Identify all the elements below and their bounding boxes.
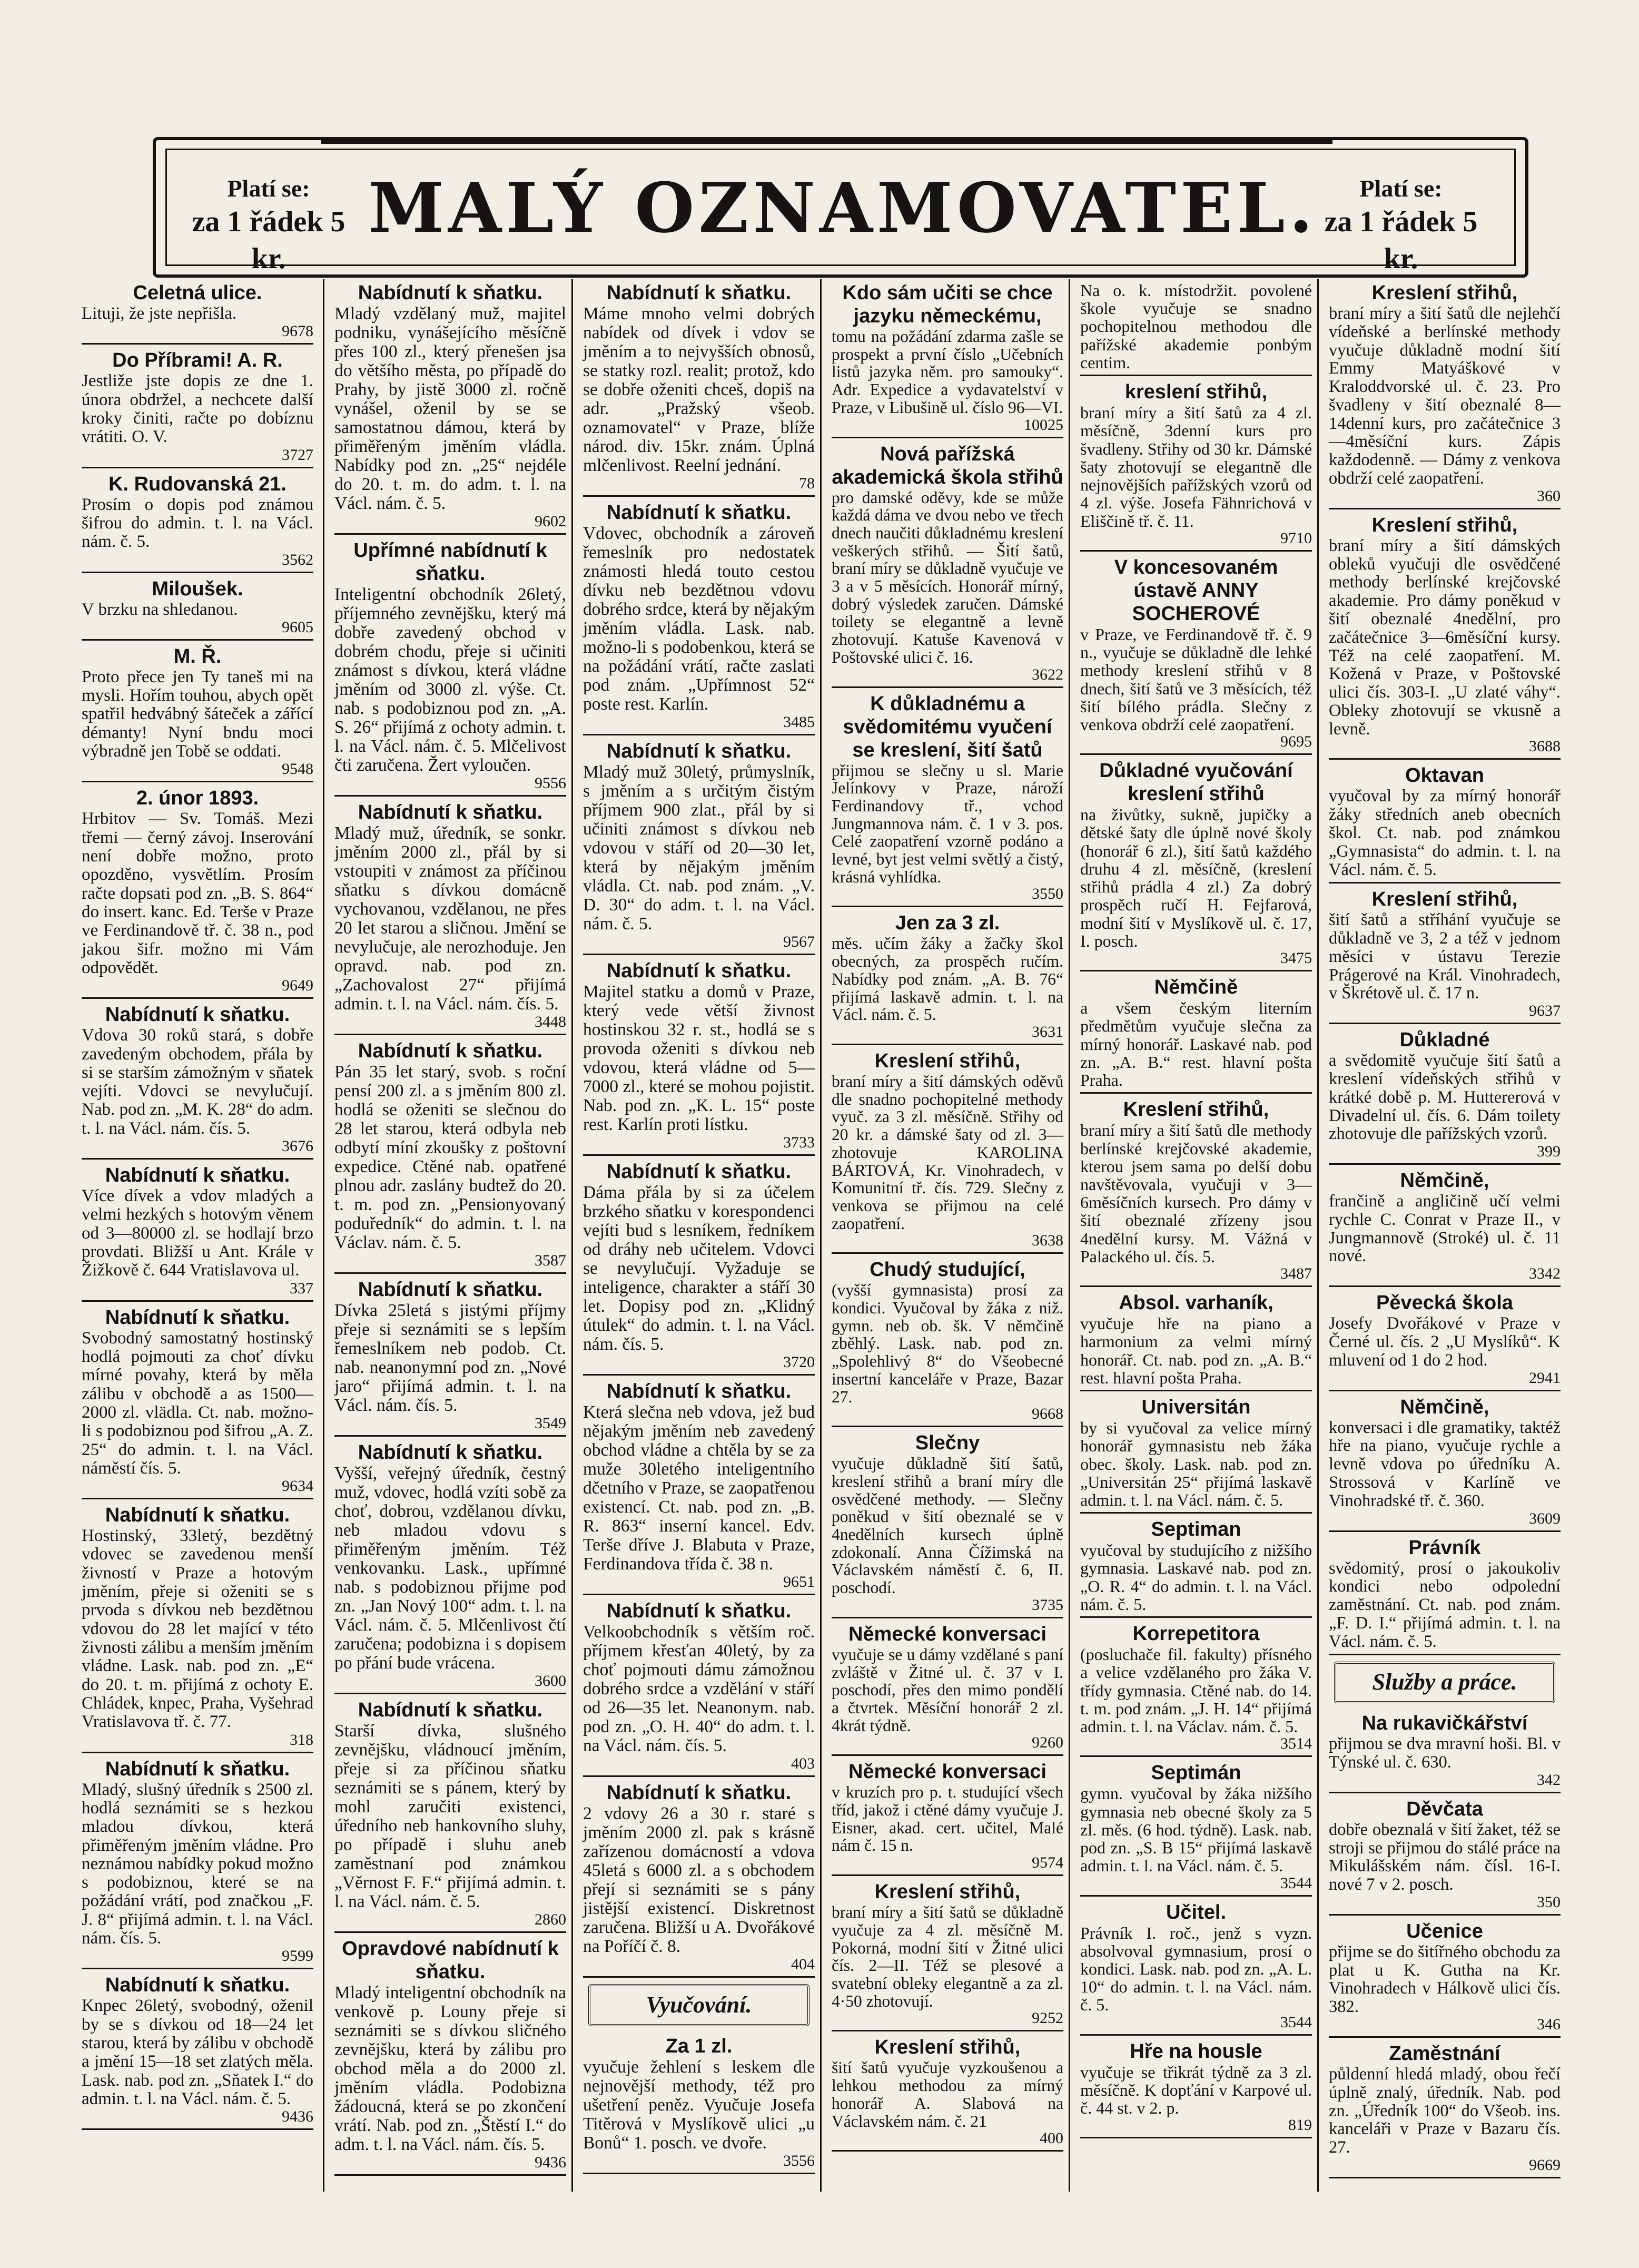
ad-heading: Důkladné [1399, 1029, 1490, 1052]
classified-ad [583, 1378, 815, 1595]
ad-number: 400 [1040, 2129, 1063, 2147]
ad-heading: Němčině, [1400, 1396, 1489, 1418]
ad-text: konversaci i dle gramatiky, taktéž hře na piano, vyučuje rychle a levně vdova po úředníku A. Strossová v Karlíně ve Vinohradské tř. č. 360. [1329, 1418, 1561, 1510]
ad-heading: Slečny [915, 1432, 980, 1455]
ad-text: Hostinský, 33letý, bezdětný vdovec se zavedenou menší živností v Praze a hotovým jměním, přeje si oženiti se s prvoda s dívkou neb bezdětnou vdovou do 28 let mající v této živnosti zálibu a menším jměním vládne. Lask. nab. pod zn. „E“ do 20. t. m. přijímá z ochoty E. Chládek, knpec, Praha, Vyšehrad Vratislavova tř. č. 77. [82, 1526, 313, 1732]
classified-ad [334, 1037, 566, 1274]
classified-ad [1080, 378, 1312, 552]
ad-number: 3622 [1032, 665, 1063, 683]
ad-text: Máme mnoho velmi dobrých nabídek od dívek i vdov se jměním a to nejvyšších obnosů, se statky rozl. realit; protož, kdo se dobře oženiti chceš, dopiš na adr. „Pražský všeob. oznamovatel“ v Praze, blíže národ. div. 15kr. znám. Úplná mlčenlivost. Reelní jednání. [583, 304, 815, 475]
ad-heading: Nabídnutí k sňatku. [606, 1161, 792, 1183]
column-4 [832, 279, 1063, 2154]
ad-heading: Pěvecká škola [1376, 1292, 1513, 1314]
classified-ad [82, 1162, 313, 1302]
classified-ad [82, 470, 313, 573]
ad-heading: M. Ř. [173, 645, 222, 667]
classified-ad [82, 575, 313, 641]
newspaper-page [47, 16, 1606, 2250]
classified-ad [583, 1597, 815, 1777]
classified-ad [1080, 974, 1312, 1094]
section-heading-box: Vyučování. [588, 1984, 809, 2026]
classified-ad [334, 1696, 566, 1933]
ad-text: přijme se do šitířného obchodu za plat u K. Gutha na Kr. Vinohradech v Hálkově ulici čís. 382. [1329, 1942, 1561, 2017]
classified-ad [832, 279, 1063, 438]
ad-heading: kreslení střihů, [1124, 381, 1268, 404]
ad-text: pro damské oděvy, kde se může každá dáma ve dvou nebo ve třech dnech naučiti důkladnému kreslení veškerých střihů. — Šití šatů, braní míry se důkladně vyučuje ve 3 a v 5 měsících. Honorář mírný, dobrý výsledek zaručen. Dámské toilety se elegantně a levně zhotovují. Katuše Kavenová v Poštovské ulici č. 16. [832, 488, 1063, 666]
ad-heading: Nabídnutí k sňatku. [105, 1004, 290, 1026]
ad-heading: Korrepetitora [1132, 1623, 1260, 1645]
ad-number: 3475 [1280, 949, 1312, 967]
ad-text: vyučuje žehlení s leskem dle nejnovější methody, též pro ušetření peněz. Vyučuje Josefa Titěrová v Myslíkově ulici „u Bonů“ 1. posch. ve dvoře. [583, 2057, 815, 2153]
classified-ad [832, 1758, 1063, 1876]
ad-number: 9668 [1032, 1405, 1063, 1423]
ad-number: 9678 [282, 322, 313, 340]
classified-ad [82, 1304, 313, 1500]
ad-heading: Nabídnutí k sňatku. [105, 1164, 290, 1187]
ad-number: 342 [1537, 1771, 1561, 1789]
ad-number: 3631 [1032, 1023, 1063, 1040]
ad-number: 9599 [282, 1947, 313, 1965]
ad-text: vyučuje důkladně šití šatů, kreslení střihů a braní míry dle osvědčené methody. — Slečny poněkud v šití obeznalé se v 4nedělních kursech úplně zdokonalí. Anna Čížimská na Václavském náměstí č. 6, II. poschodí. [832, 1454, 1063, 1597]
ad-number: 3485 [783, 713, 815, 731]
ad-number: 318 [290, 1731, 313, 1749]
ad-text: vyučuje hře na piano a harmonium za velmi mírný honorář. Ct. nab. pod zn. „A. B.“ rest. hlavní pošta Praha. [1080, 1314, 1312, 1387]
ad-number: 403 [791, 1755, 815, 1772]
ad-heading: Kreslení střihů, [1371, 282, 1518, 304]
ad-heading: Septiman [1151, 1518, 1241, 1541]
classified-ad [1329, 1918, 1561, 2038]
ad-number: 3549 [535, 1415, 566, 1432]
column-rule [1069, 279, 1070, 2192]
classified-ad [334, 1276, 566, 1437]
ad-heading: Nabídnutí k sňatku. [358, 1040, 543, 1062]
ad-number: 78 [799, 475, 815, 492]
ad-heading: Právník [1408, 1536, 1481, 1559]
ad-text: braní míry a šití šatů se důkladně vyučuje za 4 zl. měsíčně M. Pokorná, modní šití v Žitné ulici čís. 2—II. Též se plesové a svatební obleky elegantně a za zl. 4·50 zhotovují. [832, 1903, 1063, 2010]
ad-text: přijmou se slečny u sl. Marie Jelínkovy v Praze, nároží Ferdinandovy tř., vchod Jungmannova nám. č. 1 v 3. pos. Celé zaopatření vzorně podáno a levné, byt jest velmi světlý a čistý, krásná vyhlídka. [832, 761, 1063, 886]
ad-text: Jestliže jste dopis ze dne 1. února obdržel, a nechcete další kroky činiti, račte po dobíznu vrátiti. O. V. [82, 371, 313, 447]
ad-number: 9436 [535, 2154, 566, 2171]
ad-number: 3735 [1032, 1596, 1063, 1614]
classified-ad [1080, 1393, 1312, 1514]
ad-heading: Absol. varhaník, [1119, 1292, 1273, 1314]
ad-text: gymn. vyučoval by žáka nižšího gymnasia neb obecné školy za 5 zl. měs. (6 hod. týdně). Lask. nab. pod zn. „S. B 15“ přijímá laskavě admin. t. l. na Václ. nám. č. 5. [1080, 1784, 1312, 1876]
ad-number: 9260 [1032, 1734, 1063, 1752]
ad-heading: Němčině, [1400, 1170, 1489, 1192]
ad-number: 9252 [1032, 2009, 1063, 2027]
ad-text: Hrbitov — Sv. Tomáš. Mezi třemi — černý závoj. Inserování není dobře možno, proto opozděno, vysvětlím. Prosím račte dopsati pod zn. „B. S. 864“ do insert. kanc. Ed. Terše v Praze ve Ferdinandově tř. č. 38 n., pod jakou šifr. možno mi Vám odpovědět. [82, 809, 313, 977]
ad-heading: Nabídnutí k sňatku. [606, 1380, 792, 1402]
classified-ad [82, 1755, 313, 1970]
ad-number: 3733 [783, 1134, 815, 1151]
ad-text: tomu na požádání zdarma zašle se prospekt a první číslo „Učebních listů jazyka něm. pro samouky“. Adr. Expedice a vydavatelství v Praze, v Libušině ul. číslo 96—VI. [832, 327, 1063, 417]
ad-heading: Nabídnutí k sňatku. [606, 960, 792, 982]
ad-text: frančině a angličině učí velmi rychle C. Conrat v Praze II., v Jungmannově (Stroké) ul. č. 11 nové. [1329, 1192, 1561, 1266]
ad-number: 346 [1537, 2016, 1561, 2033]
header-right-line1: Platí se: [1359, 175, 1443, 202]
ad-heading: Nabídnutí k sňatku. [606, 1600, 792, 1622]
ad-text: Inteligentní obchodník 26letý, příjemného zevnějšku, který má dobře zavedený obchod v dobrém chodu, přeje si učiniti známost s dívkou, která vládne jměním od 3000 zl. výše. Ct. nab. s podobiznou pod zn. „A. S. 26“ přijímá z ochoty admin. t. l. na Václ. nám. č. 5. Mlčelivost čti zaručena. Žert vyloučen. [334, 585, 566, 775]
ad-number: 9710 [1280, 529, 1312, 547]
ad-heading: Děvčata [1406, 1798, 1483, 1820]
ad-text: Dáma přála by si za účelem brzkého sňatku v korespondenci vejíti bud s lesníkem, ředníkem od dráhy neb učitelem. Vdovci se nevylučují. Vyžaduje se inteligence, charakter a stáří 30 let. Dopisy pod zn. „Klidný útulek“ do admin. t. l. na Václ. nám. čís. 5. [583, 1183, 815, 1354]
ad-heading: Kreslení střihů, [1371, 888, 1518, 911]
ad-number: 9436 [282, 2108, 313, 2126]
ad-number: 9649 [282, 977, 313, 995]
classified-ad [334, 279, 566, 535]
ad-heading: Nabídnutí k sňatku. [105, 1306, 290, 1329]
ad-number: 3544 [1280, 1874, 1312, 1892]
ad-heading: Nabídnutí k sňatku. [606, 502, 792, 524]
classified-ad [1329, 1710, 1561, 1793]
ad-text: měs. učím žáky a žačky škol obecných, za prospěch ručím. Nabídky pod znám. „A. B. 76“ přijímá laskavě admin. t. l. na Václ. nám. č. 5. [832, 934, 1063, 1024]
classified-ad [832, 1621, 1063, 1756]
header-left-price [174, 174, 363, 277]
column-1 [82, 279, 313, 2132]
ad-heading: Septimán [1151, 1762, 1241, 1784]
classified-ad [832, 1256, 1063, 1427]
ad-text: Starší dívka, slušného zevnějšku, vládnoucí jměním, přeje si za příčinou sňatku seznámiti se s pánem, který by mohl zaručiti existenci, úředního neb hankovního sluhy, po případě i sluhu aneb zaměstnaní pod známkou „Věrnost F. F.“ přijímá admin. t. l. na Václ. nám. č. 5. [334, 1721, 566, 1911]
ad-number: 3448 [535, 1013, 566, 1030]
ad-heading: Opravdové nabídnutí k sňatku. [342, 1938, 559, 1983]
ad-heading: Nabídnutí k sňatku. [606, 1782, 792, 1804]
ad-number: 9548 [282, 760, 313, 778]
classified-ad [334, 1439, 566, 1694]
ad-text: V brzku na shledanou. [82, 600, 238, 619]
ad-number: 3720 [783, 1353, 815, 1371]
classified-ad [832, 2034, 1063, 2152]
ad-number: 10025 [1024, 416, 1063, 434]
ad-text: Proto přece jen Ty taneš mi na mysli. Hořím touhou, abych opět spatřil hedvábný šáteček a zářící démanty! Nyní bndu moci výbradně jen Tobě se oddati. [82, 667, 313, 761]
classified-ad [334, 799, 566, 1035]
classified-ad [832, 909, 1063, 1045]
ad-text: v Praze, ve Ferdinandově tř. č. 9 n., vyučuje se důkladně dle lehké methody kreslení střihů v 8 dnech, šití šatů ve 3 měsících, též šití bílého prádla. Slečny z venkova obdrží celé zaopatření. [1080, 624, 1312, 734]
classified-ad [1080, 1289, 1312, 1391]
classified-ad [583, 1779, 815, 1978]
column-6 [1329, 279, 1561, 2181]
classified-ad [1080, 1620, 1312, 1757]
ad-text: Pán 35 let starý, svob. s roční pensí 200 zl. a s jměním 800 zl. hodlá se oženiti se slečnou do 28 let starou, která odbyla neb odbytí míní zkoušky z poštovní expedice. Ctěné nab. opatřené plnou adr. zaslány budtež do 20. t. m. pod zn. „Pensionyovaný poduředník“ do admin. t. l. na Václav. nám. č. 5. [334, 1062, 566, 1252]
ad-text: Majitel statku a domů v Praze, který vede větší živnost hostinskou 32 r. st., hodlá se s provoda oženiti s dívkou neb vdovou, která vládne od 5—7000 zl., které se mohou pojistit. Nab. pod zn. „K. L. 15“ poste rest. Karlín proti lístku. [583, 982, 815, 1134]
classified-ad [1329, 512, 1561, 760]
ad-text: Mladý muž 30letý, průmyslník, s jměním a s určitým čistým příjmem 900 zlat., přál by si učiniti známost s dívkou neb vdovou v stáří od 20—30 let, která by nějakým jměním vládla. Ct. nab. pod znám. „V. D. 30“ do adm. t. l. na Václ. nám. č. 5. [583, 762, 815, 934]
classified-ad [583, 1158, 815, 1376]
ad-number: 3609 [1529, 1509, 1561, 1527]
classified-ad [1080, 2038, 1312, 2139]
ad-heading: Učitel. [1166, 1901, 1227, 1923]
ad-text: dobře obeznalá v šití žaket, též se stroji se přijmou do stálé práce na Mikulášském nám. čísl. 16-I. nové 7 v 2. posch. [1329, 1820, 1561, 1894]
ad-text: šití šatů vyučuje vyzkoušenou a lehkou methodou za mírný honorář A. Slabová na Václavském nám. č. 21 [832, 2058, 1063, 2130]
ad-text: (posluchače fil. fakulty) přísného a velice vzdělaného pro žáka V. třídy gymnasia. Ctěné nab. do 14. t. m. pod znám. „J. H. 14“ přijímá admin. t. l. na Václav. nám. č. 5. [1080, 1645, 1312, 1736]
section-heading-box: Služby a práce. [1334, 1662, 1555, 1703]
ad-text: šití šatů a stříhání vyučuje se důkladně ve 3, 2 a též v jednom měsíci v ústavu Terezie Prágerové na Král. Vinohradech, v Škrétově ul. č. 17 n. [1329, 910, 1561, 1003]
column-5 [1080, 279, 1312, 2141]
classified-ad [1080, 279, 1312, 376]
ad-number: 3600 [535, 1672, 566, 1690]
ad-number: 2941 [1529, 1369, 1561, 1387]
classified-ad [1329, 1534, 1561, 1656]
ad-number: 3342 [1529, 1265, 1561, 1283]
ad-text: a svědomitě vyučuje šití šatů a kreslení vídeňských střihů v krátké době p. M. Huttererová v Divadelní ul. čís. 6. Dám toilety zhotovuje dle pařížských vzorů. [1329, 1051, 1561, 1144]
ad-number: 9605 [282, 618, 313, 636]
ad-heading: Upřímné nabídnutí k sňatku. [353, 539, 547, 585]
classified-ad [82, 1001, 313, 1160]
classified-ad [82, 347, 313, 468]
classified-ad [1329, 2040, 1561, 2178]
ad-heading: Kreslení střihů, [874, 2036, 1021, 2059]
header-left-line2: za 1 řádek 5 kr. [192, 205, 345, 275]
header-left-line1: Platí se: [227, 175, 310, 202]
column-rule [1317, 279, 1319, 2192]
ad-heading: Nabídnutí k sňatku. [358, 282, 543, 304]
column-2 [334, 279, 566, 2178]
ad-number: 3688 [1529, 738, 1561, 755]
ad-heading: Kreslení střihů, [1123, 1098, 1269, 1121]
ad-heading: Německé konversaci [848, 1623, 1047, 1645]
ad-text: vyučuje se třikrát týdně za 3 zl. měsíčně. K dopťání v Karpové ul. č. 44 st. v 2. p. [1080, 2062, 1312, 2118]
masthead-title: MALÝ OZNAMOVATEL. [368, 168, 1317, 248]
ad-text: Lituji, že jste nepřišla. [82, 304, 237, 323]
ad-heading: Kreslení střihů, [1371, 514, 1518, 536]
ad-number: 9567 [783, 933, 815, 950]
ad-text: a všem českým literním předmětům vyučuje slečna za mírný honorář. Laskavé nab. pod zn. „A. B.“ rest. hlavní pošta Praha. [1080, 998, 1312, 1090]
classified-ad [1329, 1026, 1561, 1165]
classified-ad [583, 499, 815, 735]
ad-heading: Nabídnutí k sňatku. [105, 1974, 290, 1997]
classified-ad [334, 1935, 566, 2176]
ad-heading: Miloušek. [152, 577, 243, 600]
ad-text: Více dívek a vdov mladých a velmi hezkých s hotovým věnem od 3—80000 zl. se hodlají brzo provdati. Bližší u Ant. Krále v Žižkově č. 644 Vratislavova ul. [82, 1186, 313, 1280]
ad-text: vyučoval by za mírný honorář žáky středních aneb obecních škol. Ct. nab. pod známkou „Gymnasista“ do admin. t. l. na Václ. nám. č. 5. [1329, 787, 1561, 879]
ad-number: 9695 [1280, 733, 1312, 751]
ad-heading: Německé konversaci [848, 1761, 1047, 1783]
classified-ad [583, 957, 815, 1156]
ad-text: Vdovec, obchodník a zároveň řemeslník pro nedostatek známosti hledá touto cestou dívku neb bezdětnou vdovu dobrého srdce, která by nějakým jměním vládla. Lask. nab. možno-li s podobenkou, která se na požádání vrátí, račte zaslati pod znám. „Upřímnost 52“ poste rest. Karlín. [583, 524, 815, 714]
ad-heading: Nabídnutí k sňatku. [358, 1699, 543, 1721]
ad-heading: K. Rudovanská 21. [108, 473, 287, 495]
classified-ad [832, 1429, 1063, 1618]
ad-heading: 2. únor 1893. [136, 787, 259, 810]
ad-text: braní míry a šití šatů za 4 zl. měsíčně, 3denní kurs pro švadleny. Střihy od 30 kr. Dámské šaty zhotovují se elegantně dle nejnovějších pařížských vzorů od 4 zl. výše. Josefa Fähnrichová v Eliščině tř. č. 11. [1080, 403, 1312, 531]
ad-number: 3514 [1280, 1735, 1312, 1753]
classified-ad [82, 784, 313, 999]
classified-ad [82, 279, 313, 345]
ad-heading: Nová pařížská akademická škola střihů [832, 443, 1063, 488]
ad-number: 9637 [1529, 1002, 1561, 1020]
ad-text: vyučoval by studujícího z nižšího gymnasia. Laskavé nab. pod zn. „O. R. 4“ do admin. t. l. na Václ. nám. č. 5. [1080, 1540, 1312, 1614]
ad-heading: Chudý studující, [870, 1259, 1025, 1281]
ad-text: Vdova 30 roků stará, s dobře zavedeným obchodem, přála by si se starším zámožným v sňatek vejíti. Vdovci se nevylučují. Nab. pod zn. „M. K. 28“ do adm. t. l. na Václ. nám. čís. 5. [82, 1026, 313, 1138]
ad-text: přijmou se dva mravní hoši. Bl. v Týnské ul. č. 630. [1329, 1734, 1561, 1772]
ad-number: 3562 [282, 551, 313, 568]
ad-text: Právník I. roč., jenž s vyzn. absolvoval gymnasium, prosí o kondici. Lask. nab. pod zn. „A. L. 10“ do admin. t. l. na Václ. nám. č. 5. [1080, 1923, 1312, 2015]
header-right-line2: za 1 řádek 5 kr. [1324, 205, 1478, 275]
ad-text: (vyšší gymnasista) prosí za kondici. Vyučoval by žáka z niž. gymn. neb ob. šk. V němčině zběhlý. Lask. nab. pod zn. „Spolehlivý 8“ do Všeobecné insertní kanceláře v Praze, Bazar 27. [832, 1281, 1063, 1406]
classified-ad [832, 1047, 1063, 1254]
ad-heading: Na rukavičkářství [1361, 1712, 1528, 1735]
column-rule [571, 279, 573, 2192]
ad-text: Mladý inteligentní obchodník na venkově p. Louny přeje si seznámiti se s dívkou sličného zevnějšku, která by zálibu pro obchod měla a do 2000 zl. jměním vládla. Podobizna žádoucná, která se po zkončení vrátí. Nab. pod zn. „Štěstí I.“ do adm. t. l. na Václ. nám. čís. 5. [334, 1983, 566, 2154]
ad-number: 350 [1537, 1893, 1561, 1911]
ad-number: 404 [791, 1956, 815, 1973]
ad-text: v kruzích pro p. t. studující všech tříd, jakož i ctěné dámy vyučuje J. Eisner, akad. cert. učitel, Malé nám č. 15 n. [832, 1783, 1063, 1855]
classified-ad [82, 1501, 313, 1753]
ad-number: 3544 [1280, 2013, 1312, 2031]
ad-heading: K důkladnému a svědomitému vyučení se kreslení, šití šatů [843, 692, 1052, 761]
ad-heading: Za 1 zl. [665, 2035, 733, 2057]
ad-text: na živůtky, sukně, jupičky a dětské šaty dle úplně nové školy (honorář 6 zl.), šití šatů každého druhu 4 zl. měsíčně, (kreslení střihů prádla 4 zl.) Za dobrý prospěch ručí H. Fejfarová, modní šití v Myslíkově ul. č. 17, I. posch. [1080, 805, 1312, 950]
ad-text: Na o. k. místodržit. povolené škole vyučuje se snadno pochopitelnou methodou dle pařížské akademie ponbým centim. [1080, 281, 1312, 372]
classified-ad [1080, 1759, 1312, 1896]
ad-heading: Nabídnutí k sňatku. [358, 1279, 543, 1301]
ad-text: Která slečna neb vdova, jež bud nějakým jměním neb zavedený obchod vládne a chtěla by se za muže 30letého inteligentního dčetního v Praze, se zaopatřenou existencí. Ct. nab. pod zn. „B. R. 863“ inserní kancel. Edv. Terše dříve J. Blabuta v Praze, Ferdinandova třída č. 38 n. [583, 1402, 815, 1574]
ad-heading: Nabídnutí k sňatku. [105, 1504, 290, 1527]
ad-number: 819 [1288, 2116, 1312, 2134]
ad-heading: Kreslení střihů, [874, 1881, 1021, 1903]
classified-ad [334, 537, 566, 797]
ad-text: Velkoobchodník s větším roč. příjmem křesťan 40letý, by za choť pojmouti dámu zámožnou dobrého srdce a vzdělání v stáří od 26—35 let. Neanonym. nab. pod zn. „O. H. 40“ do adm. t. l. na Václ. nám. čís. 5. [583, 1622, 815, 1755]
classified-ad [1080, 1516, 1312, 1618]
classified-ad [1329, 1393, 1561, 1532]
classified-ad [583, 279, 815, 497]
ad-heading: Jen za 3 zl. [895, 912, 1000, 935]
ad-heading: V koncesovaném ústavě ANNY SOCHEROVÉ [1114, 556, 1278, 625]
ad-heading: Kreslení střihů, [874, 1049, 1021, 1072]
ad-number: 3487 [1280, 1265, 1312, 1283]
ad-heading: Celetná ulice. [133, 282, 262, 304]
ad-text: Josefy Dvořákové v Praze v Černé ul. čís. 2 „U Myslíků“. K mluvení od 1 do 2 hod. [1329, 1314, 1561, 1370]
ad-heading: Němčině [1154, 976, 1238, 999]
ad-text: braní míry a šití šatů dle nejlehčí vídeňské a berlínské methody vyučuje důkladně modní šití Emmy Matyáškové v Kraloddvorské ul. č. 23. Pro švadleny v šití obeznalé 8—14denní kurs, pro začátečnice 3—4měsíční kurs. Zápis každodenně. — Dámy z venkova obdrží celé zaopatření. [1329, 304, 1561, 488]
ad-text: 2 vdovy 26 a 30 r. staré s jměním 2000 zl. pak s krásně zařízenou domácností a vdova 45letá s 6000 zl. a s obchodem přejí si seznámiti se s pány jistější existencí. Diskretnost zaručena. Bližší u A. Dvořákové na Poříčí č. 8. [583, 1804, 815, 1956]
ad-number: 9556 [535, 774, 566, 792]
ad-text: Svobodný samostatný hostinský hodlá pojmouti za choť dívku mírné povahy, která by měla zálibu v obchodě a as 1500—2000 zl. vlädla. Ct. nab. možno-li s podobiznou pod šifrou „A. Z. 25“ do admin. t. l. na Václ. náměstí čís. 5. [82, 1328, 313, 1478]
ad-number: 2860 [535, 1911, 566, 1928]
ad-text: Vyšší, veřejný úředník, čestný muž, vdovec, hodlá vzíti sobě za choť, dobrou, vzdělanou dívku, neb mladou vdovu s přiměřeným jměním. Též venkovanku. Lask., upřímné nab. s podobiznou přijme pod zn. „Jan Nový 100“ adm. t. l. na Václ. nám. č. 5. Mlčenlivost čtí zaručena; podobizna i s dopisem po přání bude vrácena. [334, 1464, 566, 1673]
ad-heading: Kdo sám učiti se chce jazyku německému, [842, 282, 1053, 327]
ad-heading: Nabídnutí k sňatku. [606, 282, 792, 304]
ad-number: 9634 [282, 1477, 313, 1495]
classified-ad [1329, 1167, 1561, 1287]
classified-ad [1329, 1795, 1561, 1916]
ad-text: Prosím o dopis pod známou šifrou do admin. t. l. na Václ. nám. č. 5. [82, 495, 313, 552]
ad-text: braní míry a šití dámských oděvů dle snadno pochopitelné methody vyuč. za 3 zl. měsíčně. Střihy od 20 kr. a dámské šaty od zl. 3— zhotovuje KAROLINA BÁRTOVÁ, Kr. Vinohradech, v Komunitní tř. čís. 729. Slečny z venkova se přijmou na celé zaopatření. [832, 1072, 1063, 1233]
classified-ad [832, 440, 1063, 688]
header-right-price [1306, 174, 1496, 277]
ad-text: Mladý vzdělaný muž, majitel podniku, vynášejícího měsíčně přes 100 zl., který přenešen jsa do většího města, po případě do Prahy, by jistě 3000 zl. ročně vynášel, oženil by se se samostatnou dámou, která by přiměřeným jměním vládla. Nabídky pod zn. „25“ nejdéle do 20. t. m. do adm. t. l. na Václ. nám. č. 5. [334, 304, 566, 513]
ad-number: 399 [1537, 1143, 1561, 1161]
classified-ad [82, 1971, 313, 2130]
ad-heading: Nabídnutí k sňatku. [606, 740, 792, 762]
ad-heading: Nabídnutí k sňatku. [105, 1758, 290, 1780]
ad-text: by si vyučoval za velice mírný honorář gymnasistu neb žáka obec. školy. Lask. nab. pod zn. „Universitán 25“ přijímá laskavě admin. t. l. na Václ. nám. č. 5. [1080, 1418, 1312, 1510]
classified-ad [1329, 1289, 1561, 1391]
classified-ad [1329, 762, 1561, 883]
ad-heading: Nabídnutí k sňatku. [358, 1441, 543, 1464]
ad-text: svědomitý, prosí o jakoukoliv kondici nebo odpolední zaměstnání. Ct. nab. pod znám. „F. D. I.“ přijímá admin. t. l. na Václ. nám. č. 5. [1329, 1558, 1561, 1651]
ad-text: vyučuje se u dámy vzdělané s paní zvláště v Žitné ul. č. 37 v I. poschodí, přes den mimo pondělí a čtvrtek. Měsíční honorář 2 zl. 4krát týdně. [832, 1645, 1063, 1735]
column-rule [820, 279, 822, 2192]
ad-heading: Zaměstnání [1389, 2043, 1500, 2065]
ad-heading: Nabídnutí k sňatku. [358, 801, 543, 823]
column-3 [583, 279, 815, 2176]
classified-ad [82, 643, 313, 783]
classified-ad [583, 2033, 815, 2174]
ad-text: Knpec 26letý, svobodný, oženil by se s dívkou od 18—24 let starou, která by zálibu v obchodě a jmění 15—18 set zlatých měla. Lask. nab. pod zn. „Sňatek I.“ do admin. t. l. na Václ. nám. č. 5. [82, 1996, 313, 2108]
ad-number: 3676 [282, 1137, 313, 1155]
ad-number: 9574 [1032, 1854, 1063, 1872]
classified-ad [1080, 1096, 1312, 1287]
ad-text: Mladý, slušný úředník s 2500 zl. hodlá seznámiti se s hezkou mladou dívkou, která přiměřeným jměním vládne. Pro neznámou nabídky pokud možno s podobiznou, které se na požádání vrátí, pod značkou „F. J. 8“ přijímá admin. t. l. na Václ. nám. čís. 5. [82, 1780, 313, 1948]
ad-text: Dívka 25letá s jistými příjmy přeje si seznámiti se s lepším řemeslníkem neb podob. Ct. nab. neanonymní pod zn. „Nové jaro“ přijímá admin. t. l. na Václ. nám. čís. 5. [334, 1301, 566, 1415]
ad-heading: Universitán [1141, 1396, 1251, 1419]
ad-number: 3550 [1032, 885, 1063, 903]
ad-heading: Hře na housle [1130, 2040, 1262, 2063]
ad-number: 3587 [535, 1252, 566, 1269]
ad-heading: Oktavan [1405, 764, 1484, 787]
ad-number: 360 [1537, 487, 1561, 505]
ad-number: 9651 [783, 1573, 815, 1590]
classified-ad [583, 738, 815, 955]
ad-number: 3638 [1032, 1232, 1063, 1250]
classified-ad [1080, 757, 1312, 971]
ad-number: 3556 [783, 2152, 815, 2169]
classified-ad [1080, 554, 1312, 755]
ad-number: 9602 [535, 513, 566, 530]
ad-text: braní míry a šití dámských obleků vyučuji dle osvědčené methody berlínské krejčovské akademie. Pro dámy poněkud v šití obeznalé 4nedělní, pro začátečnice 3—6měsíční kursy. Též na celé zaopatření. M. Kožená v Praze, v Poštovské ulici čís. 303-I. „U zlaté váhy“. Obleky zhotovují se vkusně a levně. [1329, 536, 1561, 739]
ad-text: půldenní hledá mladý, obou řečí úplně znalý, úředník. Nab. pod zn. „Úředník 100“ do Všeob. ins. kanceláři v Praze v Bazaru čís. 27. [1329, 2065, 1561, 2157]
classified-ad [1080, 1899, 1312, 2036]
ad-number: 3727 [282, 446, 313, 464]
column-rule [323, 279, 324, 2192]
ad-number: 337 [290, 1279, 313, 1297]
classified-ad [1329, 886, 1561, 1024]
classified-ad [832, 690, 1063, 908]
ad-number: 9669 [1529, 2156, 1561, 2174]
ad-text: braní míry a šití šatů dle methody berlínské krejčovské akademie, kterou jsem sama po delší dobu navštěvovala, vyučuji v 3—6měsíčních kursech. Pro dámy v šití obeznalé zřízeny jsou 4nedělní kursy. M. Vážná v Palackého ul. čís. 5. [1080, 1121, 1312, 1266]
ad-heading: Důkladné vyučování kreslení střihů [1099, 760, 1293, 806]
ad-text: Mladý muž, úředník, se sonkr. jměním 2000 zl., přál by si vstoupiti v známost za příčinou sňatku s dívkou domácně vychovanou, vzdělanou, ne přes 20 let starou a sličnou. Jmění se nevylučuje, ale nerozhoduje. Jen opravd. nab. pod zn. „Zachovalost 27“ přijímá admin. t. l. na Václ. nám. čís. 5. [334, 823, 566, 1014]
classified-ad [1329, 279, 1561, 509]
classified-ad [832, 1878, 1063, 2031]
ad-heading: Učenice [1406, 1920, 1483, 1942]
ad-heading: Do Příbrami! A. R. [112, 349, 283, 372]
